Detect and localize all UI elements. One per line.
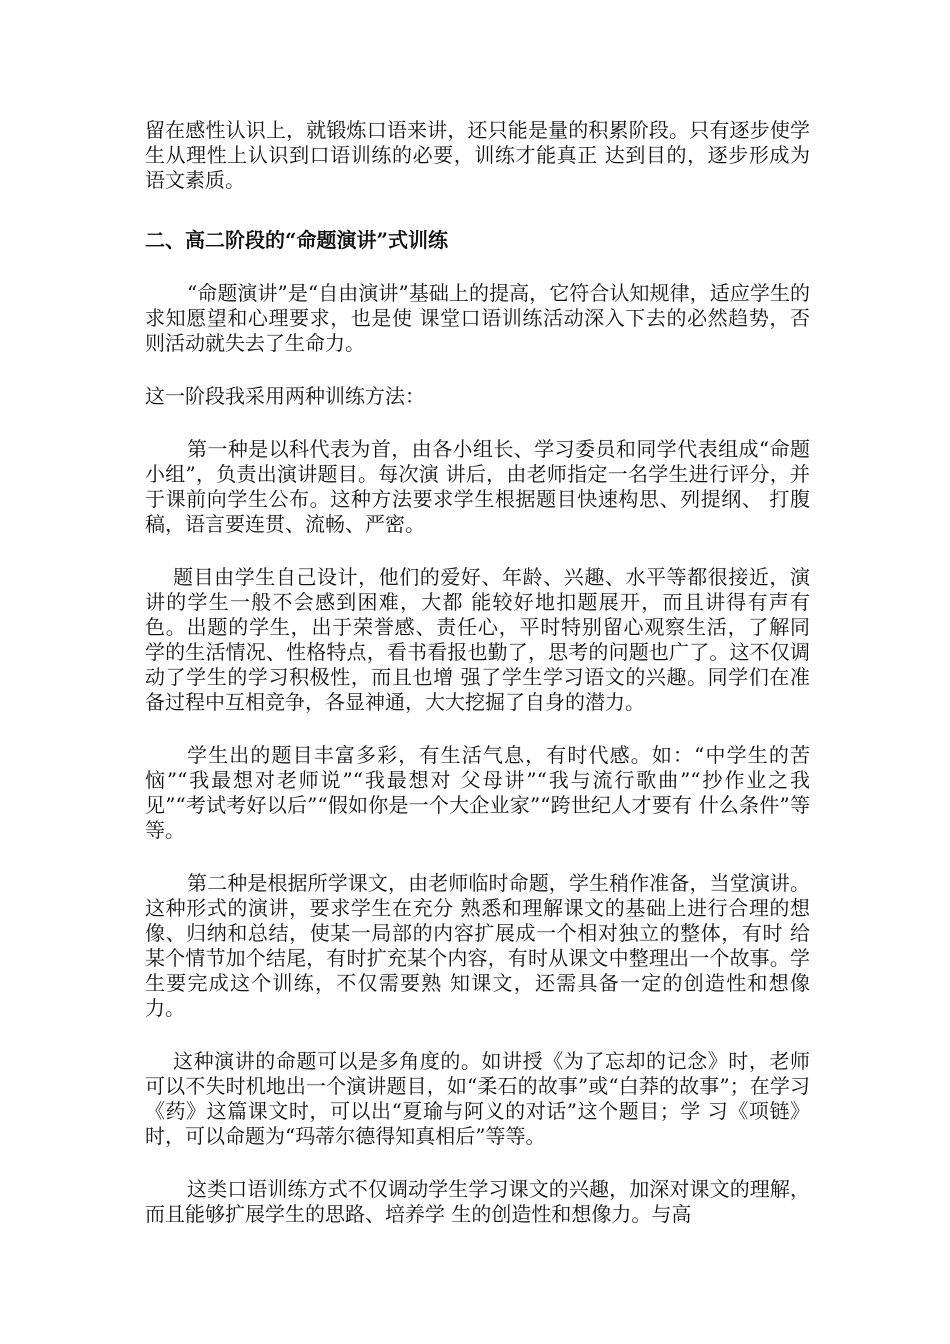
paragraph-continuation: 留在感性认识上，就锻炼口语来讲，还只能是量的积累阶段。只有逐步使学生从理性上认识到口语训练的必要，训练才能真正 达到目的，逐步形成为语文素质。 xyxy=(145,118,810,192)
paragraph-topic-examples: 学生出的题目丰富多彩，有生活气息，有时代感。如：“中学生的苦恼”“我最想对老师说”“我最想对 父母讲”“我与流行歌曲”“抄作业之我见”“考试考好以后”“假如你是一个大企业家”“跨世纪人才要有 什么条件”等等。 xyxy=(145,743,810,842)
paragraph-methods-lead: 这一阶段我采用两种训练方法： xyxy=(145,384,425,408)
paragraph-intro: “命题演讲”是“自由演讲”基础上的提高，它符合认知规律，适应学生的求知愿望和心理要求，也是使 课堂口语训练活动深入下去的必然趋势，否则活动就失去了生命力。 xyxy=(145,281,810,355)
paragraph-method-one: 第一种是以科代表为首，由各小组长、学习委员和同学代表组成“命题小组”，负责出演讲题目。每次演 讲后，由老师指定一名学生进行评分，并于课前向学生公布。这种方法要求学生根据题目快速构思、列提纲、 打腹稿，语言要连贯、流畅、严密。 xyxy=(145,437,810,536)
document-page xyxy=(145,118,810,1227)
paragraph-method-two: 第二种是根据所学课文，由老师临时命题，学生稍作准备，当堂演讲。这种形式的演讲，要求学生在充分 熟悉和理解课文的基础上进行合理的想像、归纳和总结，使某一局部的内容扩展成一个相对独立的整体，有时 给某个情节加个结尾，有时扩充某个内容，有时从课文中整理出一个故事。学生要完成这个训练，不仅需要熟 知课文，还需具备一定的创造性和想像力。 xyxy=(145,871,810,1020)
paragraph-multi-angle: 这种演讲的命题可以是多角度的。如讲授《为了忘却的记念》时，老师可以不失时机地出一个演讲题目，如“柔石的故事”或“白莽的故事”；在学习《药》这篇课文时，可以出“夏瑜与阿义的对话”这个题目；学 习《项链》时，可以命题为“玛蒂尔德得知真相后”等等。 xyxy=(145,1049,810,1148)
section-heading: 二、高二阶段的“命题演讲”式训练 xyxy=(145,228,449,252)
paragraph-benefits: 这类口语训练方式不仅调动学生学习课文的兴趣，加深对课文的理解，而且能够扩展学生的思路、培养学 生的创造性和想像力。与高 xyxy=(145,1177,810,1226)
paragraph-topics-design: 题目由学生自己设计，他们的爱好、年龄、兴趣、水平等都很接近，演讲的学生一般不会感到困难，大都 能较好地扣题展开，而且讲得有声有色。出题的学生，出于荣誉感、责任心，平时特别留心观察生活，了解同 学的生活情况、性格特点，看书看报也勤了，思考的问题也广了。这不仅调动了学生的学习积极性，而且也增 强了学生学习语文的兴趣。同学们在准备过程中互相竞争，各显神通，大大挖掘了自身的潜力。 xyxy=(145,565,810,714)
